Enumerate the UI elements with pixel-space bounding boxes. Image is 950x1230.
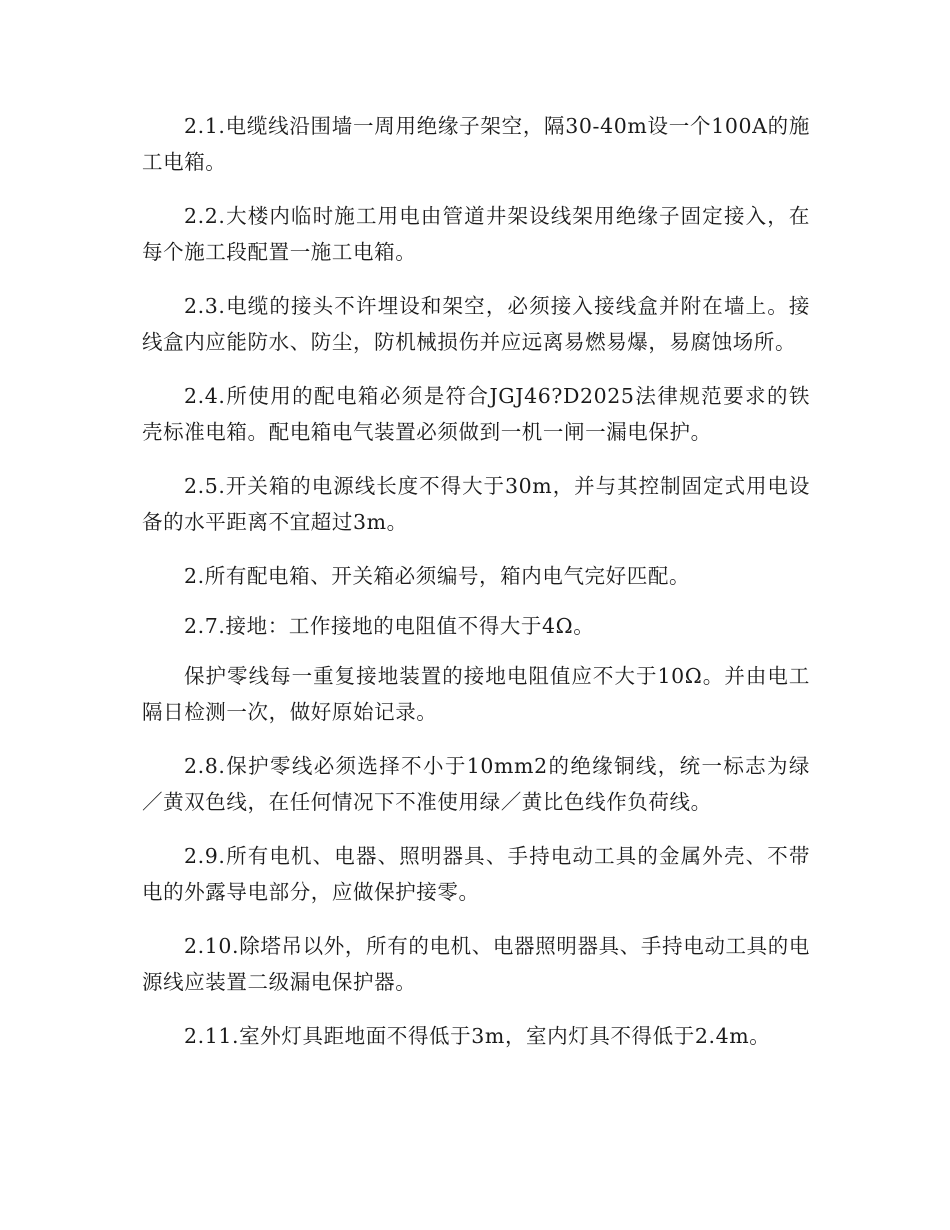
paragraph-2-5: 2.5.开关箱的电源线长度不得大于30m，并与其控制固定式用电设备的水平距离不宜超过3m。: [142, 474, 810, 534]
document-body: [142, 108, 810, 1072]
paragraph-2-3: 2.3.电缆的接头不许埋设和架空，必须接入接线盒并附在墙上。接线盒内应能防水、防尘，防机械损伤并应远离易燃易爆，易腐蚀场所。: [142, 294, 810, 354]
paragraph-2-8: 2.8.保护零线必须选择不小于10mm2的绝缘铜线，统一标志为绿／黄双色线，在任何情况下不准使用绿／黄比色线作负荷线。: [142, 754, 810, 814]
paragraph-2-9: 2.9.所有电机、电器、照明器具、手持电动工具的金属外壳、不带电的外露导电部分，应做保护接零。: [142, 844, 810, 904]
paragraph-2-10: 2.10.除塔吊以外，所有的电机、电器照明器具、手持电动工具的电源线应装置二级漏电保护器。: [142, 934, 810, 994]
paragraph-2-4: 2.4.所使用的配电箱必须是符合JGJ46?D2025法律规范要求的铁壳标准电箱。配电箱电气装置必须做到一机一闸一漏电保护。: [142, 384, 810, 444]
paragraph-2-11: 2.11.室外灯具距地面不得低于3m，室内灯具不得低于2.4m。: [184, 1024, 771, 1048]
paragraph-2-6: 2.所有配电箱、开关箱必须编号，箱内电气完好匹配。: [184, 564, 691, 588]
paragraph-2-1: 2.1.电缆线沿围墙一周用绝缘子架空，隔30-40m设一个100A的施工电箱。: [142, 114, 810, 174]
paragraph-grounding-note: 保护零线每一重复接地装置的接地电阻值应不大于10Ω。并由电工隔日检测一次，做好原始记录。: [142, 664, 810, 724]
paragraph-2-7: 2.7.接地：工作接地的电阻值不得大于4Ω。: [184, 614, 595, 638]
paragraph-2-2: 2.2.大楼内临时施工用电由管道井架设线架用绝缘子固定接入，在每个施工段配置一施工电箱。: [142, 204, 810, 264]
